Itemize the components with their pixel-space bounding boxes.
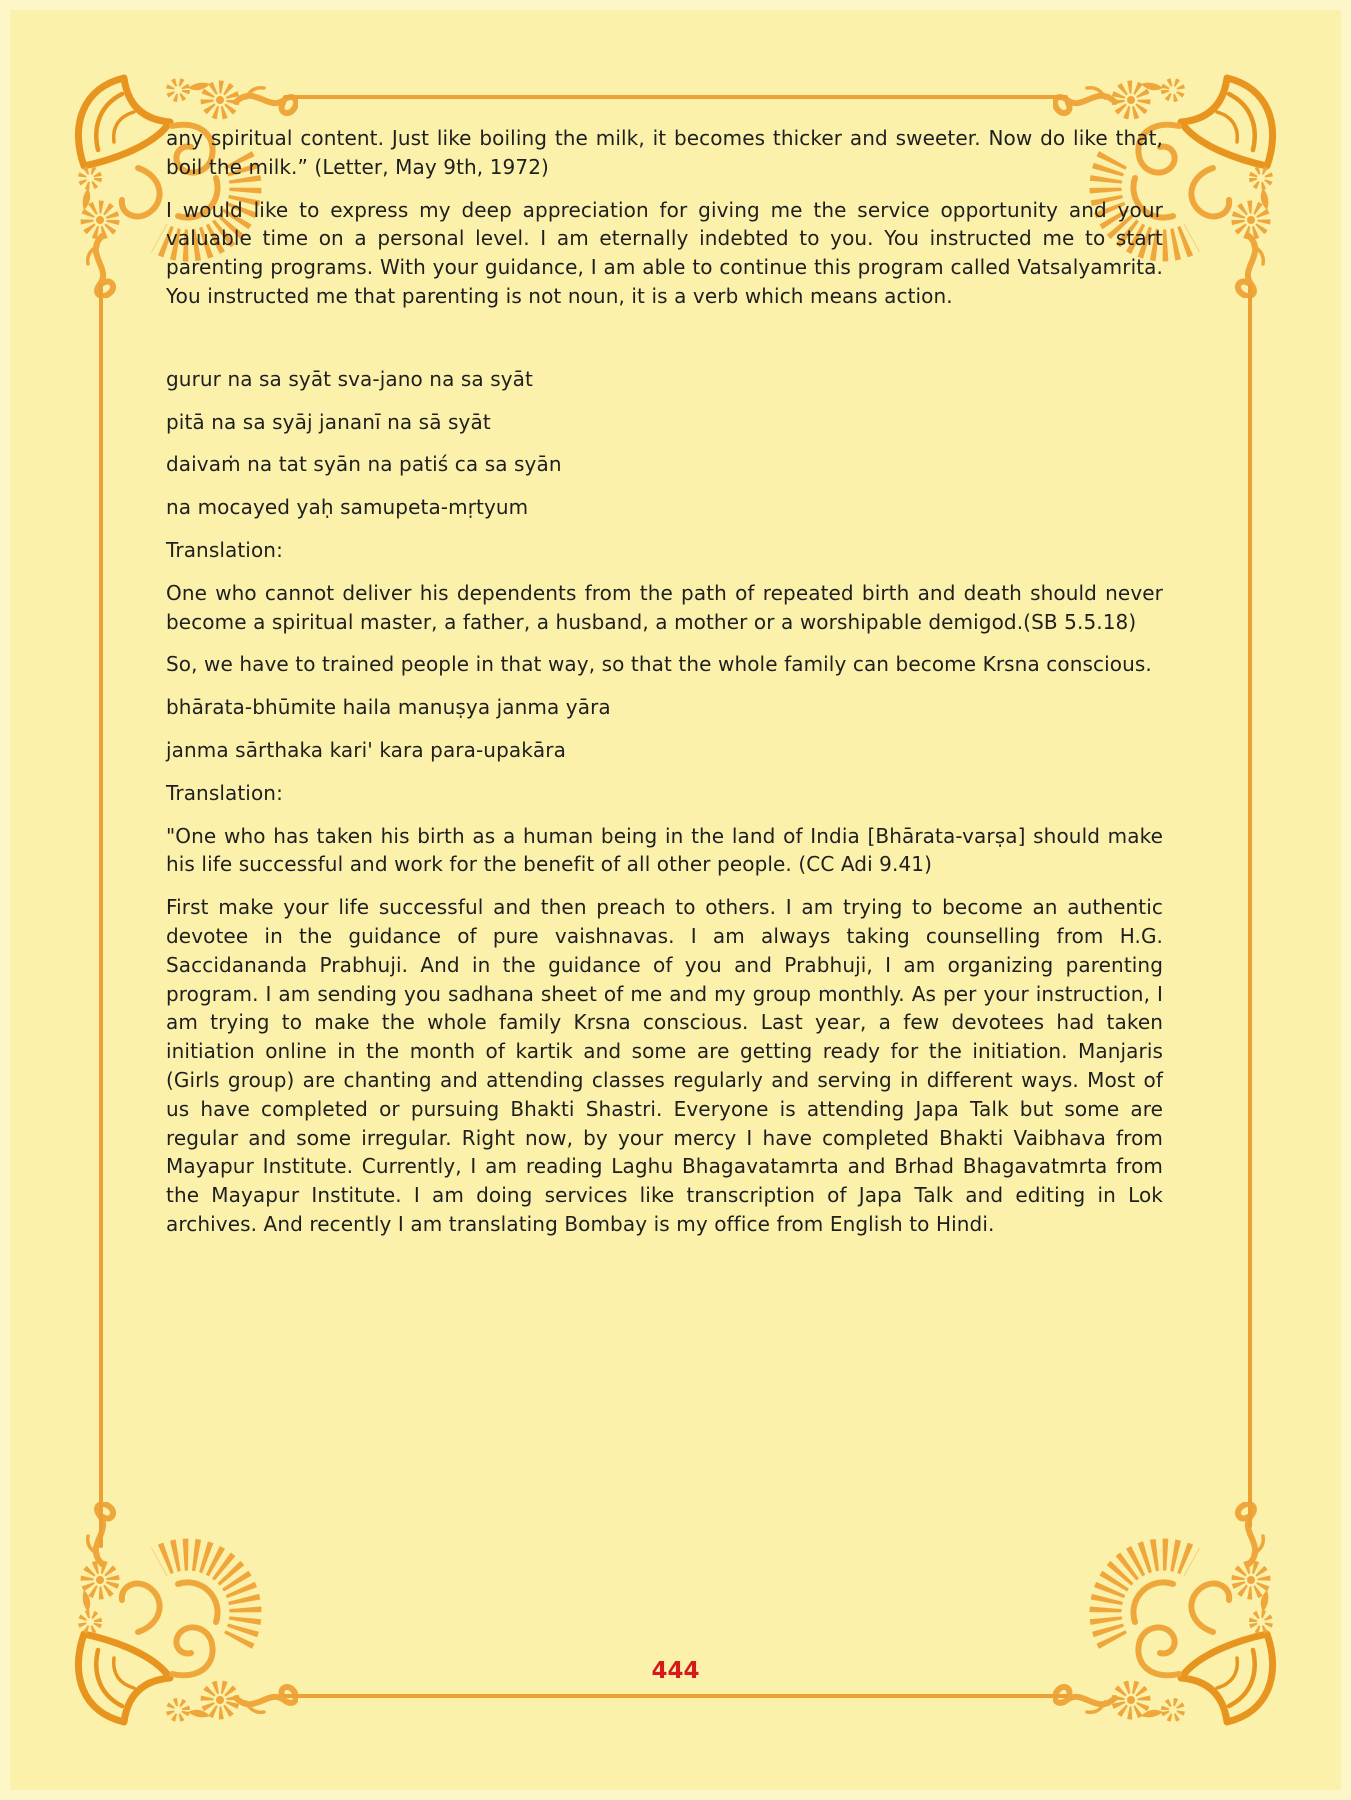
body-paragraph: One who cannot deliver his dependents from the path of repeated birth and death should never become a spiritual master, a father, a husband, a mother or a worshipable demigod.(SB 5.5.18) <box>166 580 1163 634</box>
body-paragraph: First make your life successful and then preach to others. I am trying to become an authentic devotee in the guidance of pure vaishnavas. I am always taking counselling from H.G. Saccidananda Prabhuji. And in the guidance of you and Prabhuji, I am organizing parenting program. I am sending you sadhana sheet of me and my group monthly. As per your instruction, I am trying to make the whole family Krsna conscious. Last year, a few devotees had taken initiation online in the month of kartik and some are getting ready for the initiation. Manjaris (Girls group) are chanting and attending classes regularly and serving in different ways. Most of us have completed or pursuing Bhakti Shastri. Everyone is attending Japa Talk but some are regular and some irregular. Right now, by your mercy I have completed Bhakti Vaibhava from Mayapur Institute. Currently, I am reading Laghu Bhagavatamrta and Brhad Bhagavatmrta from the Mayapur Institute. I am doing services like transcription of Japa Talk and editing in Lok archives. And recently I am translating Bombay is my office from English to Hindi. <box>166 895 1163 1236</box>
verse-line: na mocayed yaḥ samupeta-mṛtyum <box>166 495 529 520</box>
verse-line: gurur na sa syāt sva-jano na sa syāt <box>166 366 533 391</box>
page-number: 444 <box>651 1658 700 1684</box>
verse-line: janma sārthaka kari' kara para-upakāra <box>166 737 566 762</box>
frame-border-left <box>99 283 103 1548</box>
verse-line: pitā na sa syāj jananī na sā syāt <box>166 409 491 434</box>
body-paragraph: "One who has taken his birth as a human being in the land of India [Bhārata-varṣa] should make his life successful and work for the benefit of all other people. (CC Adi 9.41) <box>166 823 1163 877</box>
floral-corner-ornament-bottom-right-icon <box>1053 1502 1283 1732</box>
verse-line: daivaṁ na tat syān na patiś ca sa syān <box>166 452 562 477</box>
page-body-text <box>166 124 1163 1253</box>
body-paragraph: So, we have to trained people in that way, so that the whole family can become Krsna conscious. <box>166 652 1152 677</box>
translation-label: Translation: <box>166 537 283 562</box>
frame-border-bottom <box>283 1694 1068 1698</box>
paragraph-spacer <box>166 325 1163 351</box>
body-paragraph: I would like to express my deep appreciation for giving me the service opportunity and your valuable time on a personal level. I am eternally indebted to you. You instructed me to start parenting programs. With your guidance, I am able to continue this program called Vatsalyamrita. You instructed me that parenting is not noun, it is a verb which means action. <box>166 197 1163 308</box>
frame-border-top <box>283 95 1068 99</box>
translation-label: Translation: <box>166 780 283 805</box>
verse-line: bhārata-bhūmite haila manuṣya janma yāra <box>166 695 611 720</box>
frame-border-right <box>1248 283 1252 1528</box>
body-paragraph: any spiritual content. Just like boiling the milk, it becomes thicker and sweeter. Now do like that, boil the milk.” (Letter, May 9th, 1972) <box>166 126 1163 179</box>
